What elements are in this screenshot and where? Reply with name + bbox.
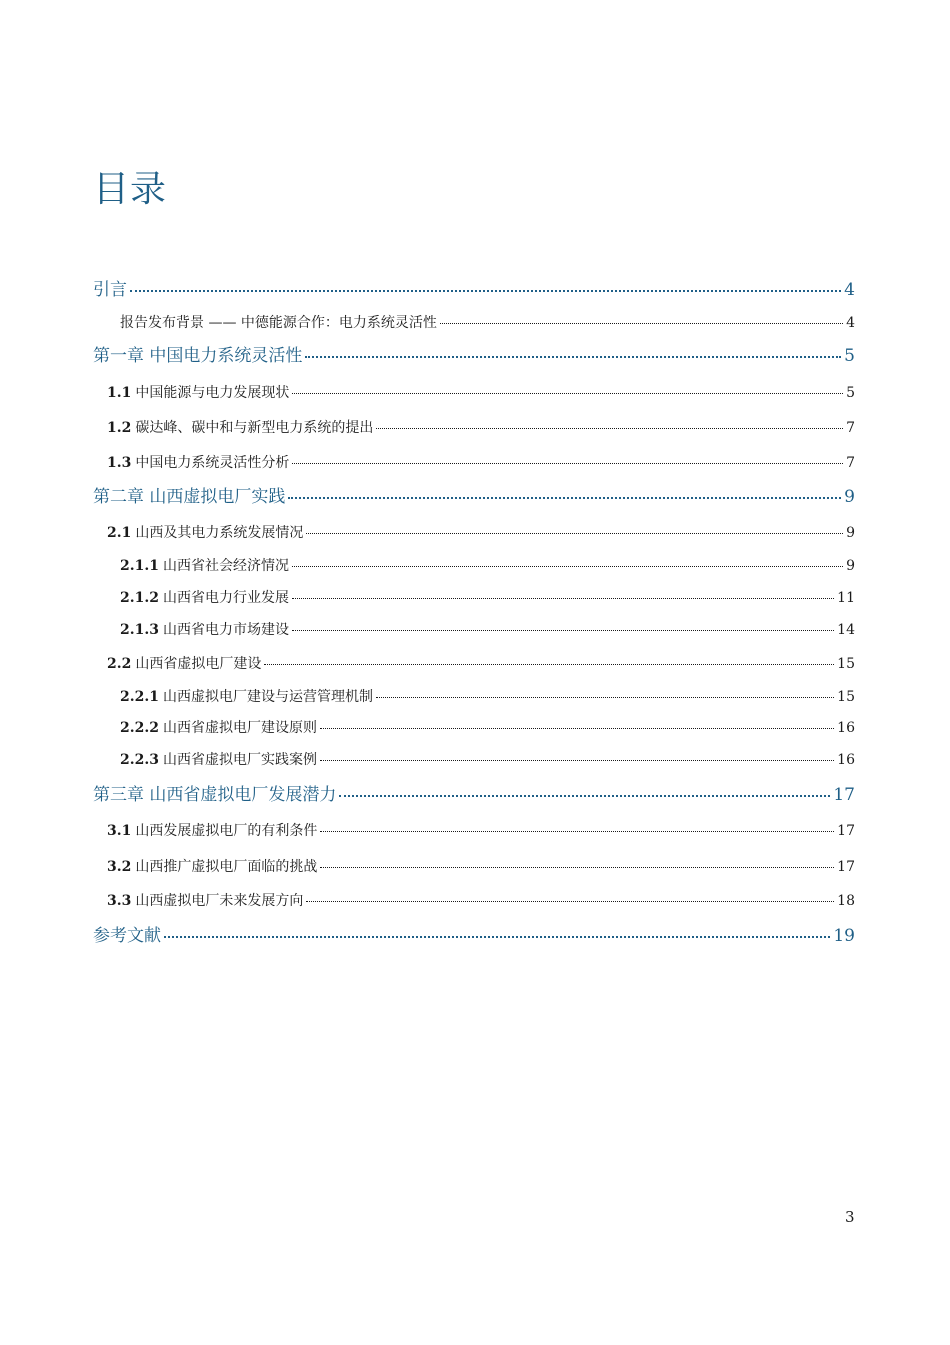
toc-entry-page: 11	[837, 590, 855, 606]
toc-entry-page: 17	[837, 823, 855, 839]
toc-entry-page: 5	[844, 346, 855, 366]
toc-entry-references[interactable]	[93, 923, 855, 949]
toc-entry-page: 16	[837, 752, 855, 768]
toc-entry-page: 9	[846, 525, 855, 541]
toc-entry-page: 16	[837, 720, 855, 736]
toc-entry-number: 2.1.1	[120, 558, 159, 574]
toc-entry-page: 15	[837, 656, 855, 672]
toc-entry-label: 山西虚拟电厂未来发展方向	[135, 893, 304, 909]
toc-entry-page: 18	[837, 893, 855, 909]
toc-entry-number: 3.2	[107, 859, 132, 875]
toc-entry-label: 第三章 山西省虚拟电厂发展潜力	[93, 785, 337, 805]
toc-entry-number: 2.1	[107, 525, 132, 541]
toc-entry-chapter-1[interactable]	[93, 343, 855, 369]
toc-entry-page: 4	[844, 280, 855, 300]
toc-entry-label: 第一章 中国电力系统灵活性	[93, 346, 303, 366]
toc-entry-label: 山西省电力行业发展	[162, 590, 289, 606]
toc-entry-label: 中国能源与电力发展现状	[135, 385, 290, 401]
toc-entry-page: 7	[846, 455, 855, 471]
toc-entry-3-2[interactable]	[107, 856, 855, 878]
toc-entry-page: 9	[844, 487, 855, 507]
toc-entry-page: 15	[837, 689, 855, 705]
toc-entry-page: 4	[846, 315, 855, 331]
toc-entry-number: 2.1.2	[120, 590, 159, 606]
dot-leader	[292, 393, 843, 394]
dot-leader	[292, 598, 834, 599]
dot-leader	[288, 497, 841, 499]
toc-entry-2-2-2[interactable]	[120, 717, 855, 739]
toc-entry-label: 第二章 山西虚拟电厂实践	[93, 487, 286, 507]
dot-leader	[376, 428, 843, 429]
toc-entry-page: 5	[846, 385, 855, 401]
dot-leader	[306, 533, 843, 534]
toc-entry-2-2[interactable]	[107, 653, 855, 675]
toc-entry-introduction[interactable]	[93, 277, 855, 303]
dot-leader	[264, 664, 834, 665]
toc-entry-2-1-1[interactable]	[120, 555, 855, 577]
toc-entry-label: 山西省虚拟电厂建设原则	[162, 720, 317, 736]
dot-leader	[305, 356, 841, 358]
dot-leader	[339, 795, 830, 797]
toc-entry-page: 17	[833, 785, 855, 805]
dot-leader	[376, 697, 834, 698]
toc-entry-label: 山西推广虚拟电厂面临的挑战	[135, 859, 318, 875]
toc-entry-2-2-3[interactable]	[120, 749, 855, 771]
dot-leader	[292, 463, 843, 464]
toc-entry-number: 3.3	[107, 893, 132, 909]
toc-entry-number: 1.2	[107, 420, 132, 436]
toc-entry-chapter-3[interactable]	[93, 782, 855, 808]
toc-entry-2-1[interactable]	[107, 522, 855, 544]
toc-entry-label: 报告发布背景 —— 中德能源合作：电力系统灵活性	[120, 315, 437, 331]
toc-entry-1-2[interactable]	[107, 417, 855, 439]
dot-leader	[164, 936, 830, 938]
toc-entry-number: 2.2.2	[120, 720, 159, 736]
toc-entry-number: 2.2.3	[120, 752, 159, 768]
toc-entry-number: 1.1	[107, 385, 132, 401]
dot-leader	[292, 630, 834, 631]
toc-entry-page: 7	[846, 420, 855, 436]
toc-entry-number: 2.1.3	[120, 622, 159, 638]
toc-entry-label: 山西发展虚拟电厂的有利条件	[135, 823, 318, 839]
toc-entry-label: 参考文献	[93, 926, 161, 946]
toc-entry-3-3[interactable]	[107, 890, 855, 912]
toc-entry-2-1-3[interactable]	[120, 619, 855, 641]
dot-leader	[306, 901, 834, 902]
toc-entry-label: 山西省电力市场建设	[162, 622, 289, 638]
toc-entry-page: 17	[837, 859, 855, 875]
toc-entry-number: 2.2	[107, 656, 132, 672]
dot-leader	[320, 760, 834, 761]
toc-entry-number: 2.2.1	[120, 689, 159, 705]
toc-entry-label: 中国电力系统灵活性分析	[135, 455, 290, 471]
toc-entry-page: 9	[846, 558, 855, 574]
dot-leader	[440, 323, 843, 324]
dot-leader	[292, 566, 843, 567]
toc-entry-report-background[interactable]	[120, 312, 855, 334]
dot-leader	[320, 831, 834, 832]
toc-entry-label: 山西及其电力系统发展情况	[135, 525, 304, 541]
toc-entry-1-3[interactable]	[107, 452, 855, 474]
toc-entry-number: 3.1	[107, 823, 132, 839]
toc-entry-label: 引言	[93, 280, 127, 300]
dot-leader	[320, 867, 834, 868]
toc-entry-page: 19	[833, 926, 855, 946]
toc-entry-label: 山西虚拟电厂建设与运营管理机制	[162, 689, 373, 705]
toc-title: 目录	[93, 169, 168, 210]
dot-leader	[320, 728, 834, 729]
toc-entry-label: 山西省虚拟电厂建设	[135, 656, 262, 672]
dot-leader	[130, 290, 841, 292]
toc-entry-label: 碳达峰、碳中和与新型电力系统的提出	[135, 420, 374, 436]
toc-entry-3-1[interactable]	[107, 820, 855, 842]
toc-entry-2-2-1[interactable]	[120, 686, 855, 708]
toc-entry-label: 山西省虚拟电厂实践案例	[162, 752, 317, 768]
toc-entry-page: 14	[837, 622, 855, 638]
toc-entry-1-1[interactable]	[107, 382, 855, 404]
toc-entry-chapter-2[interactable]	[93, 484, 855, 510]
footer-page-number: 3	[845, 1208, 855, 1226]
toc-entry-2-1-2[interactable]	[120, 587, 855, 609]
toc-entry-number: 1.3	[107, 455, 132, 471]
toc-entry-label: 山西省社会经济情况	[162, 558, 289, 574]
